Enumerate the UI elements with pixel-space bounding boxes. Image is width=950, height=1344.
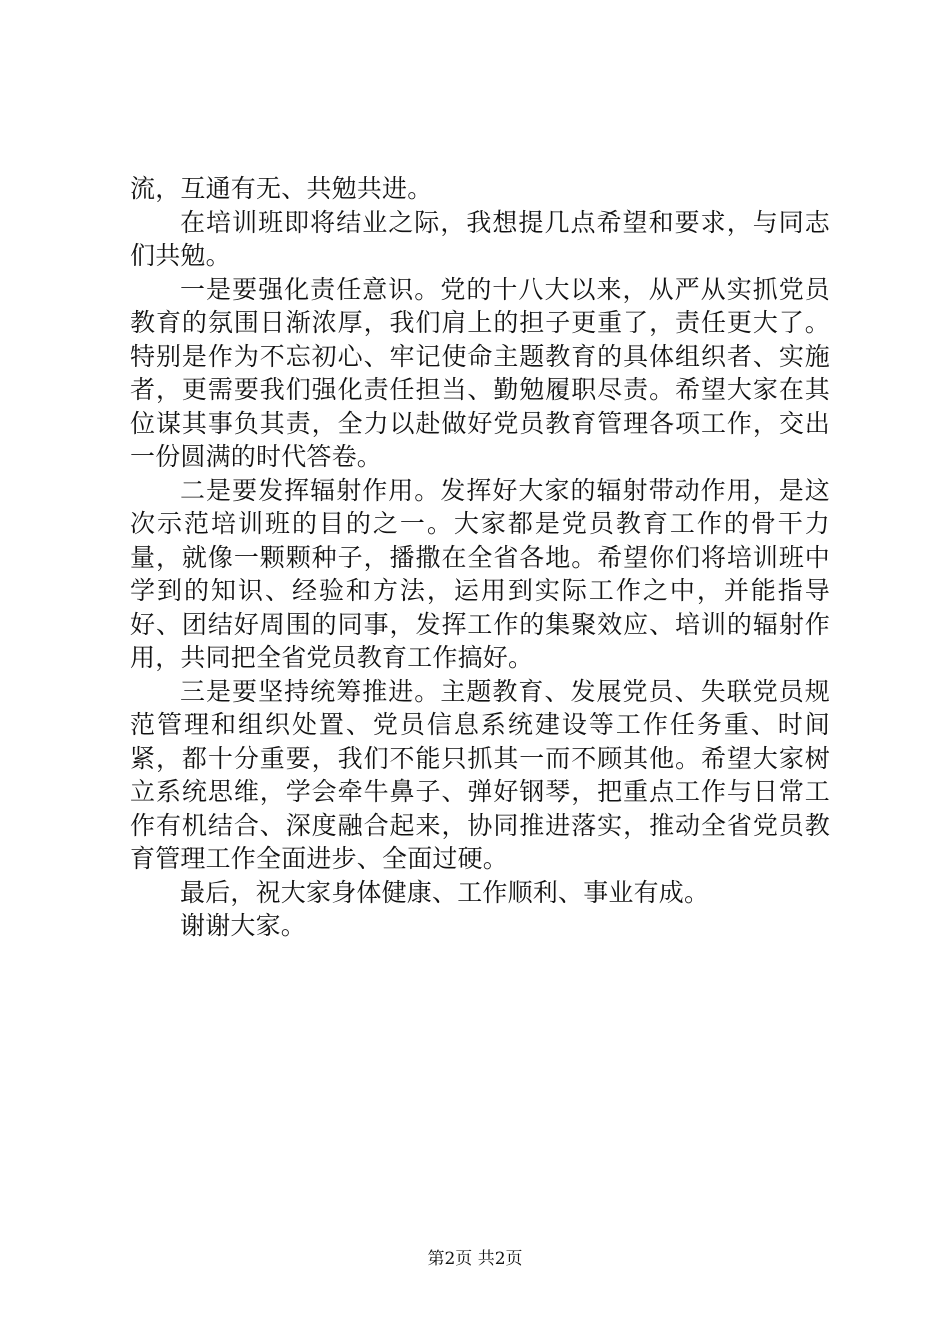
paragraph-thanks: 谢谢大家。 — [180, 911, 307, 940]
paragraph-intro: 在培训班即将结业之际，我想提几点希望和要求，与同志们共勉。 — [130, 207, 830, 270]
paragraph-point-one: 一是要强化责任意识。党的十八大以来，从严从实抓党员教育的氛围日渐浓厚，我们肩上的担子更重了，责任更大了。特别是作为不忘初心、牢记使命主题教育的具体组织者、实施者，更需要我们强化责任担当、勤勉履职尽责。希望大家在其位谋其事负其责，全力以赴做好党员教育管理各项工作，交出一份圆满的时代答卷。 — [130, 274, 830, 471]
paragraph-point-two: 二是要发挥辐射作用。发挥好大家的辐射带动作用，是这次示范培训班的目的之一。大家都是党员教育工作的骨干力量，就像一颗颗种子，播撒在全省各地。希望你们将培训班中学到的知识、经验和方法，运用到实际工作之中，并能指导好、团结好周围的同事，发挥工作的集聚效应、培训的辐射作用，共同把全省党员教育工作搞好。 — [130, 475, 830, 672]
page-number-footer: 第2页 共2页 — [427, 1249, 523, 1269]
document-body — [130, 172, 830, 943]
paragraph-point-three: 三是要坚持统筹推进。主题教育、发展党员、失联党员规范管理和组织处置、党员信息系统建设等工作任务重、时间紧，都十分重要，我们不能只抓其一而不顾其他。希望大家树立系统思维，学会牵牛鼻子、弹好钢琴，把重点工作与日常工作有机结合、深度融合起来，协同推进落实，推动全省党员教育管理工作全面进步、全面过硬。 — [130, 676, 830, 873]
paragraph-continuation: 流，互通有无、共勉共进。 — [130, 174, 433, 203]
paragraph-closing-wishes: 最后，祝大家身体健康、工作顺利、事业有成。 — [180, 877, 710, 907]
